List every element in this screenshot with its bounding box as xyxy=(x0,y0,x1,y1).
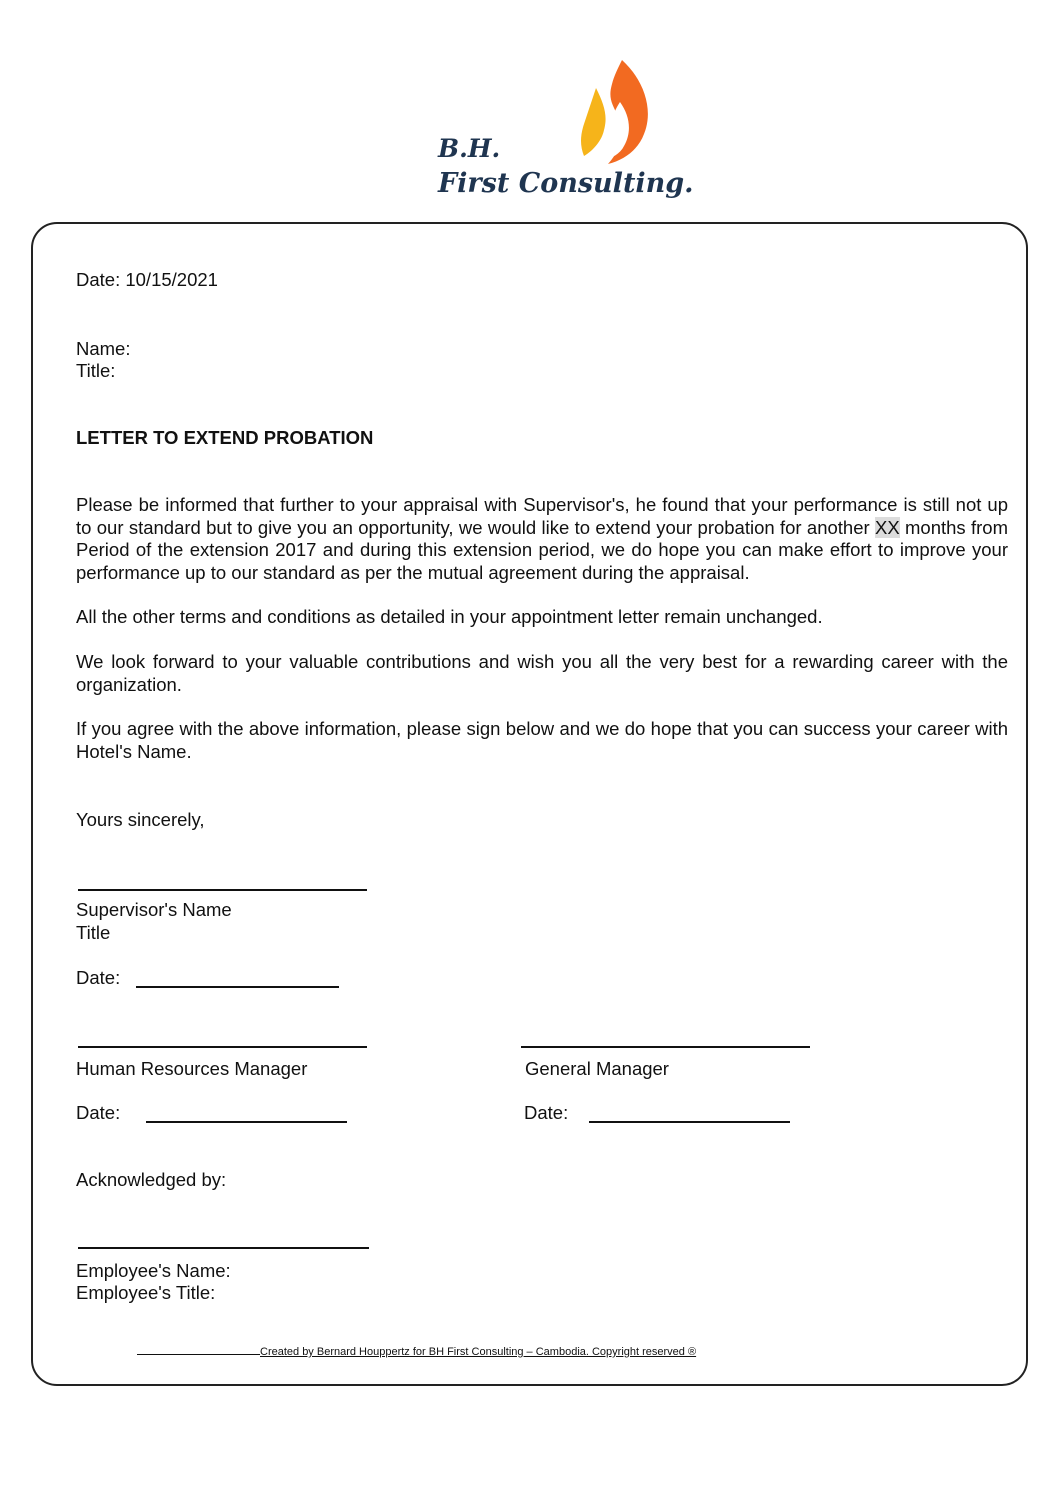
paragraph-extension-start: Please be informed that further to your appraisal with Supervisor's, he found that your performance is still not up to our standard but to give you an opportunity, we would like to extend your probation for another xyxy=(76,494,1008,538)
gm-signature-line xyxy=(521,1046,810,1048)
gm-date-label: Date: xyxy=(524,1102,569,1123)
supervisor-date-line xyxy=(136,986,339,988)
paragraph-agreement: If you agree with the above information, please sign below and we do hope that you can success your career with Hotel's Name. xyxy=(76,718,1008,762)
hr-signature-line xyxy=(78,1046,367,1048)
footer-copyright: Created by Bernard Houppertz for BH First Consulting – Cambodia. Copyright reserved ® xyxy=(260,1346,697,1358)
date-label: Date: xyxy=(76,269,121,290)
paragraph-extension xyxy=(76,494,1008,585)
letter-frame xyxy=(31,222,1028,1386)
supervisor-name: Supervisor's Name xyxy=(76,899,232,920)
months-placeholder: XX xyxy=(875,516,900,538)
logo-text-line1: B.H. xyxy=(438,134,501,163)
paragraph-contributions: We look forward to your valuable contributions and wish you all the very best for a rewarding career with the organization. xyxy=(76,651,1008,695)
gm-label: General Manager xyxy=(525,1058,669,1079)
supervisor-signature-line xyxy=(78,889,367,891)
employee-signature-line xyxy=(78,1247,369,1249)
employee-title-label: Employee's Title: xyxy=(76,1282,216,1303)
acknowledged-label: Acknowledged by: xyxy=(76,1169,227,1190)
paragraph-extension-end: months from Period of the extension 2017 and during this extension period, we do hope you can make effort to improve your performance up to our standard as per the mutual agreement during the appraisal. xyxy=(76,516,1009,584)
gm-date-line xyxy=(589,1121,790,1123)
employee-name-label: Employee's Name: xyxy=(76,1260,231,1281)
name-label: Name: xyxy=(76,338,131,359)
company-logo xyxy=(430,58,694,208)
hr-date-line xyxy=(146,1121,347,1123)
supervisor-title: Title xyxy=(76,922,111,943)
footer-rule xyxy=(137,1354,260,1355)
letter-heading: LETTER TO EXTEND PROBATION xyxy=(76,427,374,448)
paragraph-terms: All the other terms and conditions as detailed in your appointment letter remain unchanged. xyxy=(76,606,823,627)
flame-icon xyxy=(578,58,652,166)
hr-manager-label: Human Resources Manager xyxy=(76,1058,308,1079)
date-line xyxy=(76,268,218,291)
closing: Yours sincerely, xyxy=(76,809,205,830)
title-label: Title: xyxy=(76,360,116,381)
hr-date-label: Date: xyxy=(76,1102,121,1123)
date-value: 10/15/2021 xyxy=(125,269,218,290)
logo-text-line2: First Consulting. xyxy=(438,168,694,199)
supervisor-date-label: Date: xyxy=(76,967,121,988)
